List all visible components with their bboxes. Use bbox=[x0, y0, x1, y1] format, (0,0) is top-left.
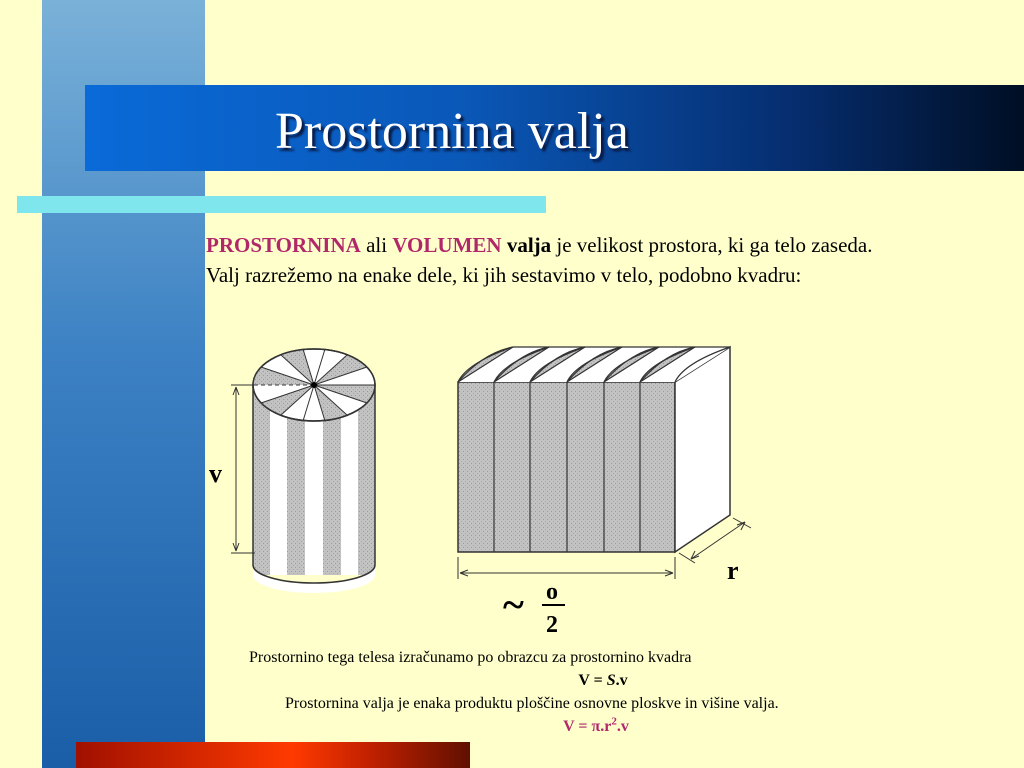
formula-dot-v-2: .v bbox=[616, 718, 629, 735]
formula-explain-line: Prostornina valja je enaka produktu ploščine osnovne ploskve in višine valja. bbox=[285, 695, 779, 712]
cylinder-figure bbox=[195, 335, 785, 645]
intro-ali: ali bbox=[360, 233, 393, 257]
intro-text bbox=[206, 230, 966, 290]
box-shape bbox=[458, 347, 730, 552]
formula-exponent: 2 bbox=[611, 715, 617, 728]
formula-cylinder-volume bbox=[180, 715, 1006, 738]
slide-title: Prostornina valja bbox=[275, 103, 629, 160]
intro-paragraph-1 bbox=[206, 230, 966, 260]
intro-paragraph-2: Valj razrežemo na enake dele, ki jih sestavimo v telo, podobno kvadru: bbox=[206, 263, 802, 287]
keyword-volumen: VOLUMEN bbox=[392, 233, 502, 257]
height-dimension bbox=[231, 385, 255, 553]
label-r: r bbox=[727, 556, 739, 585]
intro-rest: je velikost prostora, ki ga telo zaseda. bbox=[551, 233, 873, 257]
formula-v-eq: V = bbox=[578, 672, 607, 689]
formula-pi: π bbox=[591, 718, 601, 735]
keyword-prostornina: PROSTORNINA bbox=[206, 233, 361, 257]
intro-valja: valja bbox=[501, 233, 552, 257]
formula-box-volume bbox=[180, 669, 1006, 692]
formula-intro-line: Prostornino tega telesa izračunamo po obrazcu za prostornino kvadra bbox=[249, 649, 692, 666]
formula-r: .r bbox=[600, 718, 612, 735]
accent-line bbox=[17, 196, 546, 213]
formula-v-eq-2: V = bbox=[563, 718, 592, 735]
label-v: v bbox=[209, 459, 222, 488]
sliced-cylinder bbox=[253, 349, 375, 593]
formula-s: S bbox=[606, 672, 616, 689]
fraction-denominator: 2 bbox=[546, 612, 558, 638]
formula-dot-v: .v bbox=[615, 672, 628, 689]
fraction-numerator: o bbox=[546, 579, 558, 605]
approx-sign: ~ bbox=[503, 582, 524, 627]
bottom-decor-bar bbox=[76, 742, 470, 768]
formula-block bbox=[180, 646, 1006, 738]
